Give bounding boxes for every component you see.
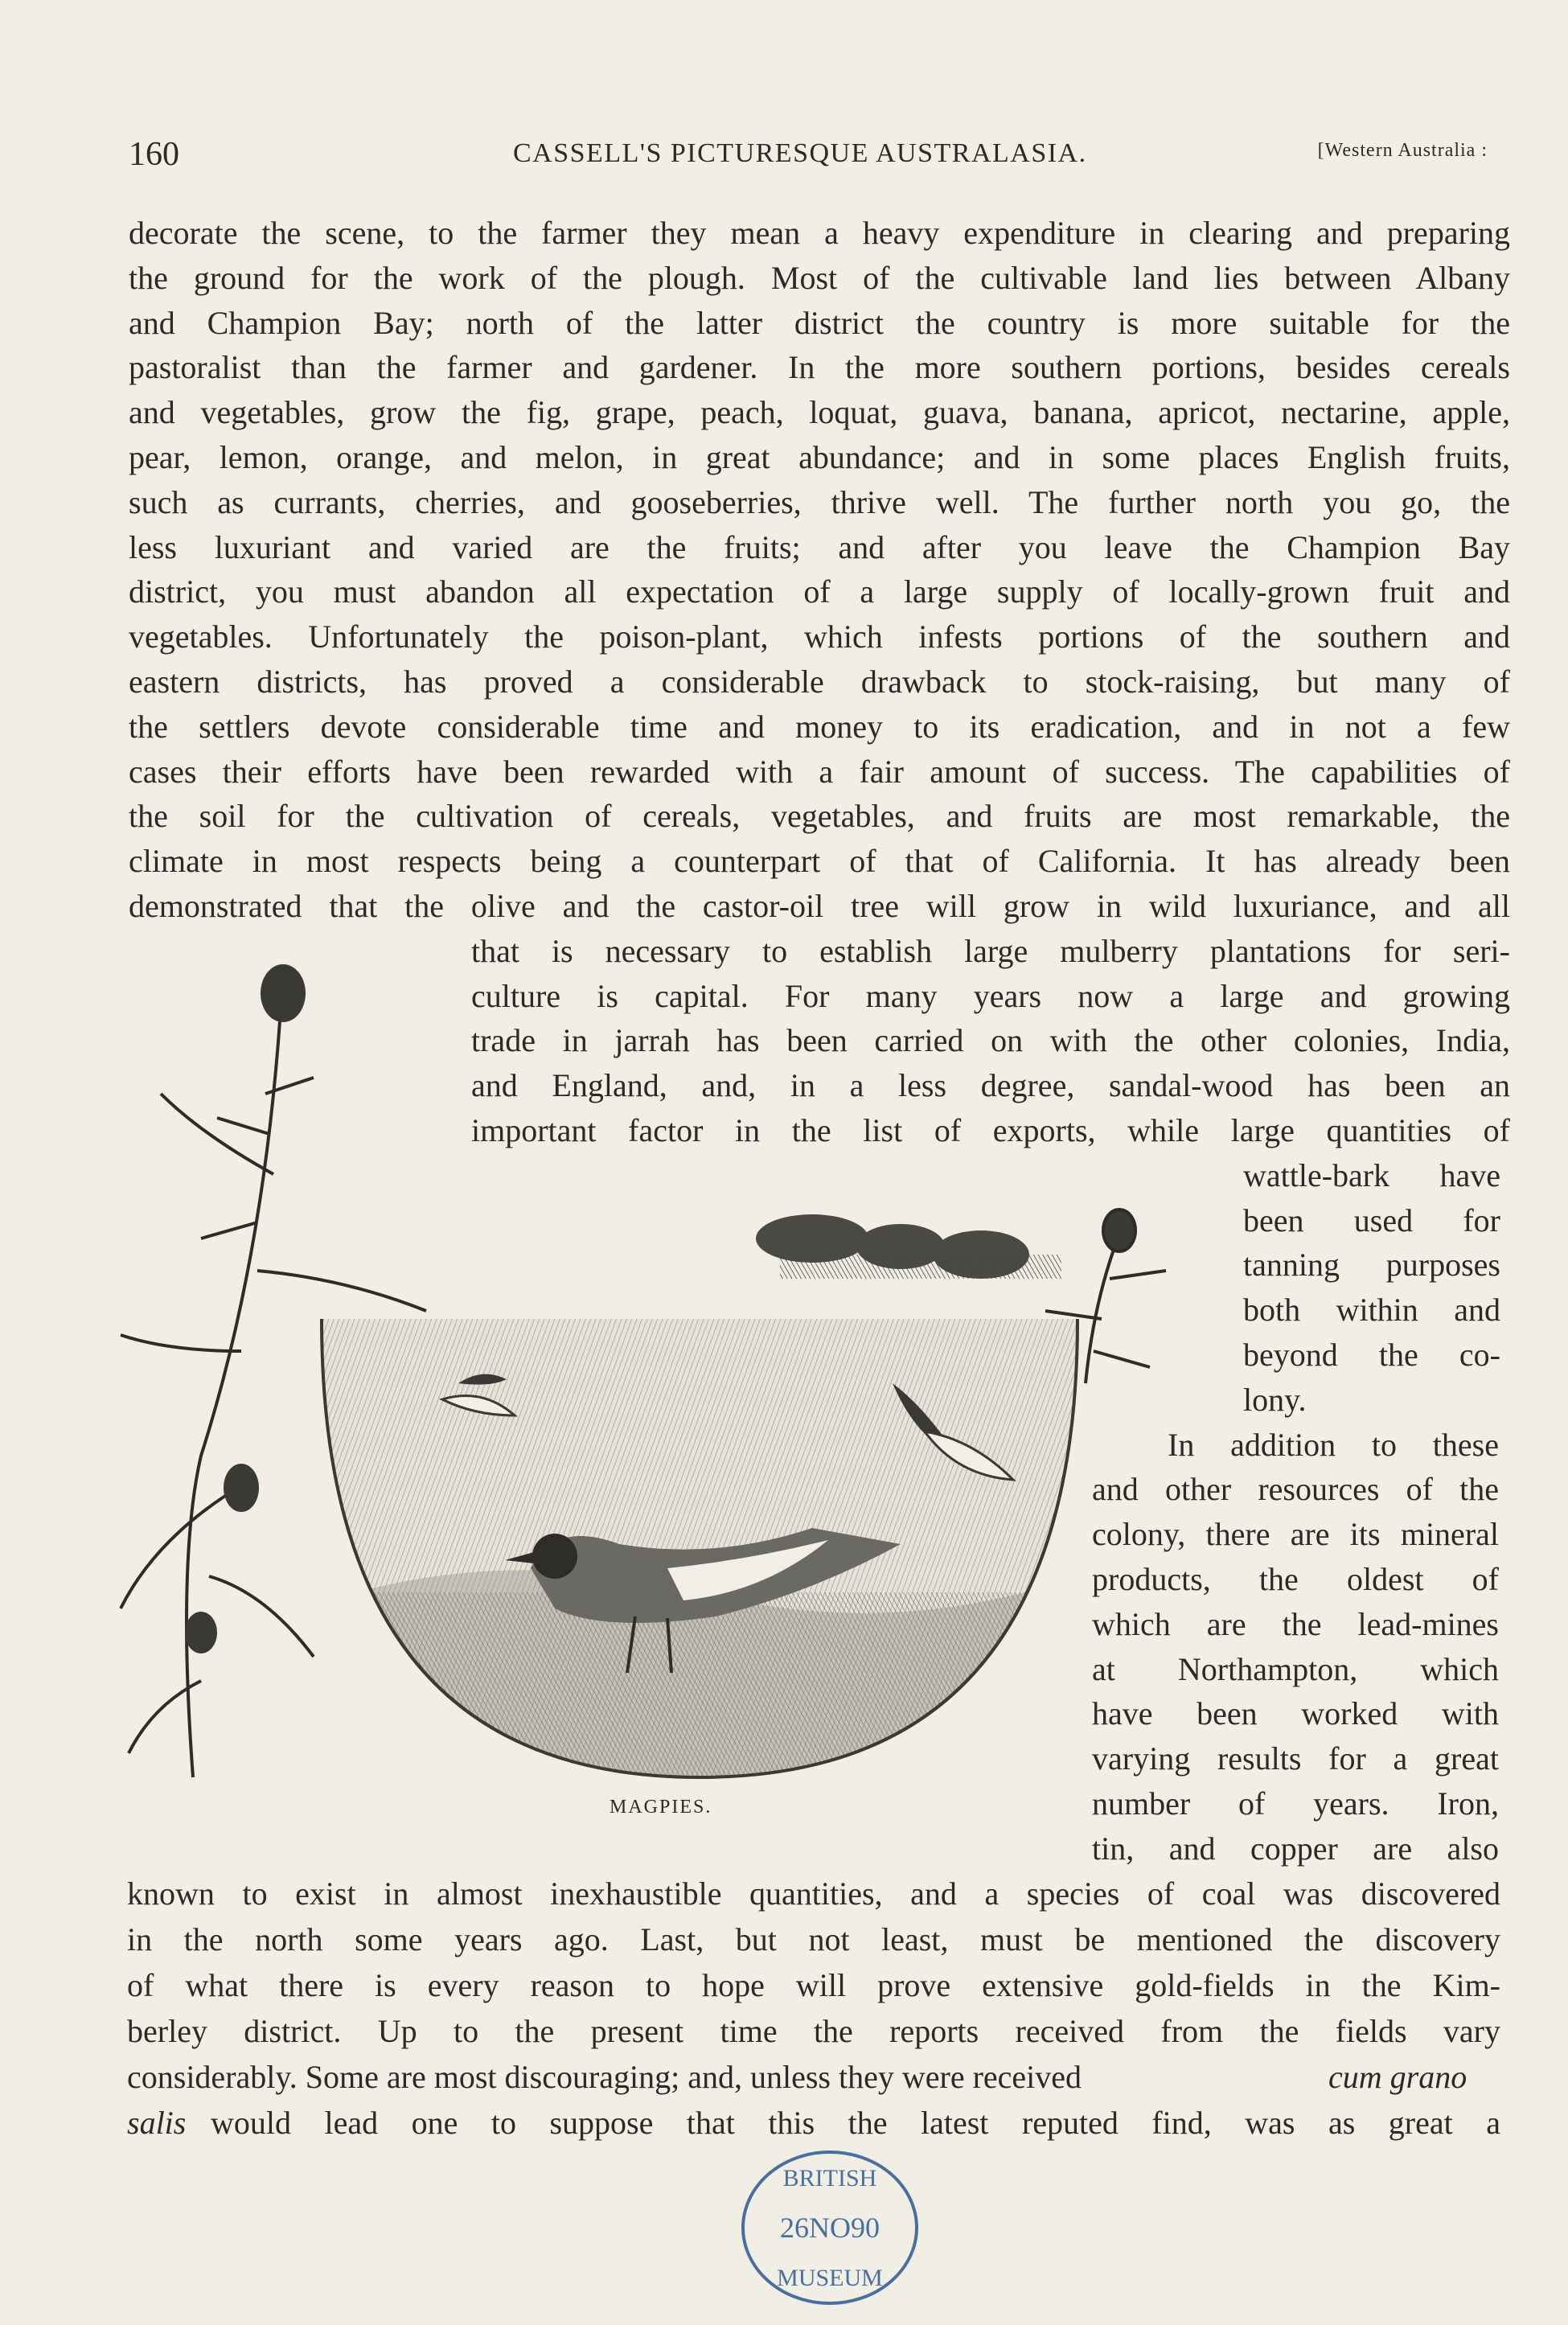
text-line: number of years. Iron,: [1092, 1785, 1499, 1822]
magpies-engraving: [105, 933, 1222, 1858]
text-line: have been worked with: [1092, 1695, 1499, 1732]
text-line: known to exist in almost inexhaustible quantities, and a species of coal was discovered: [127, 1875, 1500, 1912]
figure-caption: MAGPIES.: [610, 1797, 712, 1818]
text-line: decorate the scene, to the farmer they mean a heavy expenditure in clearing and preparing: [129, 215, 1510, 251]
text-line: beyond the co-: [1243, 1337, 1500, 1373]
text-line: the settlers devote considerable time and money to its eradication, and in not a few: [129, 708, 1510, 745]
text-line: demonstrated that the olive and the castor-oil tree will grow in wild luxuriance, and all: [129, 888, 1510, 924]
text-line: and England, and, in a less degree, sandal-wood has been an: [471, 1067, 1510, 1104]
text-line: would lead one to suppose that this the latest reputed find, was as great a: [211, 2104, 1500, 2141]
text-line: wattle-bark have: [1243, 1156, 1500, 1193]
text-line: pear, lemon, orange, and melon, in great abundance; and in some places English fruits,: [129, 439, 1510, 475]
text-line: products, the oldest of: [1092, 1561, 1499, 1597]
text-line: that is necessary to establish large mulberry plantations for seri-: [471, 932, 1510, 969]
text-line: tin, and copper are also: [1092, 1830, 1499, 1867]
text-line: important factor in the list of exports, while large quantities of: [471, 1112, 1510, 1148]
text-line: trade in jarrah has been carried on with the other colonies, India,: [471, 1022, 1510, 1059]
thistle-heads: [185, 964, 306, 1653]
stamp-date: 26NO90: [780, 2212, 880, 2244]
stamp-top: BRITISH: [782, 2165, 877, 2191]
text-line: district, you must abandon all expectation of a large supply of locally-grown fruit and: [129, 573, 1510, 610]
text-line: the ground for the work of the plough. Most of the cultivable land lies between Albany: [129, 259, 1510, 296]
text-line: and vegetables, grow the fig, grape, peach, loquat, guava, banana, apricot, nectarine, apple,: [129, 394, 1510, 431]
text-line: and other resources of the: [1092, 1471, 1499, 1508]
text-line: considerably. Some are most discouraging; and, unless they were received: [127, 2058, 1082, 2095]
text-line: and Champion Bay; north of the latter district the country is more suitable for the: [129, 304, 1510, 341]
text-line: eastern districts, has proved a considerable drawback to stock-raising, but many of: [129, 663, 1510, 700]
text-line: the soil for the cultivation of cereals, vegetables, and fruits are most remarkable, the: [129, 798, 1510, 835]
latin-phrase-end: salis: [127, 2104, 187, 2141]
page-number: 160: [129, 136, 179, 173]
stamp-bottom: MUSEUM: [777, 2265, 883, 2291]
text-line: lony.: [1243, 1381, 1307, 1418]
text-line: berley district. Up to the present time the reports received from the fields vary: [127, 2012, 1500, 2049]
text-line: colony, there are its mineral: [1092, 1516, 1499, 1553]
text-line: cases their efforts have been rewarded with a fair amount of success. The capabilities of: [129, 753, 1510, 790]
text-line: of what there is every reason to hope will prove extensive gold-fields in the Kim-: [127, 1966, 1500, 2003]
distant-trees: [756, 1214, 1061, 1279]
book-title: CASSELL'S PICTURESQUE AUSTRALASIA.: [513, 138, 1087, 168]
section-label: [Western Australia :: [1317, 140, 1488, 161]
text-line: such as currants, cherries, and gooseberries, thrive well. The further north you go, the: [129, 483, 1510, 520]
latin-phrase: cum grano: [1328, 2058, 1467, 2095]
text-line: pastoralist than the farmer and gardener. In the more southern portions, besides cereals: [129, 349, 1510, 386]
text-line: which are the lead-mines: [1092, 1605, 1499, 1642]
text-line: varying results for a great: [1092, 1740, 1499, 1777]
running-header: [129, 135, 1488, 183]
text-line: culture is capital. For many years now a large and growing: [471, 977, 1510, 1014]
text-line: climate in most respects being a counterpart of that of California. It has already been: [129, 843, 1510, 880]
british-museum-stamp: [737, 2147, 923, 2308]
text-line: both within and: [1243, 1292, 1500, 1329]
text-line: In addition to these: [1168, 1426, 1499, 1463]
text-line: been used for: [1243, 1202, 1500, 1238]
text-line: tanning purposes: [1243, 1247, 1500, 1284]
text-line: less luxuriant and varied are the fruits; and after you leave the Champion Bay: [129, 528, 1510, 565]
text-line: at Northampton, which: [1092, 1650, 1499, 1687]
text-line: in the north some years ago. Last, but not least, must be mentioned the discovery: [127, 1920, 1500, 1957]
text-line: vegetables. Unfortunately the poison-plant, which infests portions of the southern and: [129, 618, 1510, 655]
